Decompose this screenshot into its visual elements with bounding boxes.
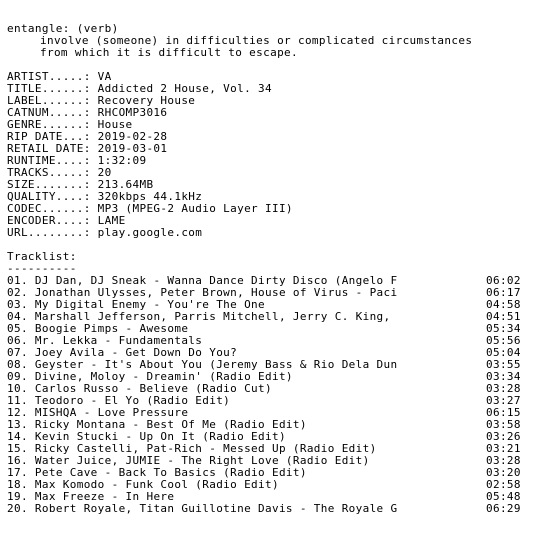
- track-number: 14.: [7, 431, 28, 443]
- track-title: [7, 311, 459, 323]
- info-row: [7, 119, 539, 131]
- track-duration: 06:17: [486, 286, 521, 299]
- track-name: Joey Avila - Get Down Do You?: [34, 347, 238, 359]
- track-number: 17.: [7, 467, 28, 479]
- track-name: Jonathan Ulysses, Peter Brown, House of Virus - Paci: [34, 287, 398, 299]
- track-name: MISHQA - Love Pressure: [34, 407, 189, 419]
- tracklist-rule: ----------: [7, 263, 77, 275]
- info-key: GENRE......:: [7, 119, 91, 131]
- track-number: 05.: [7, 323, 28, 335]
- track-duration: 04:58: [486, 298, 521, 311]
- info-value: MP3 (MPEG-2 Audio Layer III): [97, 203, 293, 215]
- track-name: Geyster - It's About You (Jeremy Bass & Rio Dela Dun: [34, 359, 398, 371]
- info-row: [7, 203, 539, 215]
- track-name: Boogie Pimps - Awesome: [34, 323, 189, 335]
- info-key: CODEC......:: [7, 203, 91, 215]
- track-row: [7, 311, 539, 323]
- definition-block: [7, 23, 539, 59]
- spacer: [7, 59, 539, 71]
- info-value: 1:32:09: [97, 155, 147, 167]
- track-number: 06.: [7, 335, 28, 347]
- track-title: [7, 479, 459, 491]
- track-row: [7, 395, 539, 407]
- track-duration: 05:56: [486, 334, 521, 347]
- track-name: Carlos Russo - Believe (Radio Cut): [34, 383, 272, 395]
- track-title: [7, 275, 459, 287]
- release-info-document: [7, 23, 539, 515]
- track-duration: 03:58: [486, 418, 521, 431]
- track-name: Teodoro - El Yo (Radio Edit): [34, 395, 231, 407]
- definition-heading: entangle: (verb): [7, 23, 119, 35]
- info-list: [7, 71, 539, 239]
- track-number: 18.: [7, 479, 28, 491]
- info-key: TITLE......:: [7, 83, 91, 95]
- definition-line-1: involve (someone) in difficulties or complicated circumstances: [40, 35, 473, 47]
- track-duration: 03:27: [486, 394, 521, 407]
- track-row: [7, 431, 539, 443]
- track-number: 12.: [7, 407, 28, 419]
- track-row: [7, 359, 539, 371]
- track-row: [7, 299, 539, 311]
- track-duration: 03:28: [486, 382, 521, 395]
- track-name: Max Freeze - In Here: [34, 491, 175, 503]
- track-row: [7, 443, 539, 455]
- tracklist-section: [7, 251, 539, 515]
- track-duration: 05:04: [486, 346, 521, 359]
- info-key: ARTIST.....:: [7, 71, 91, 83]
- track-title: [7, 371, 459, 383]
- track-number: 03.: [7, 299, 28, 311]
- info-key: RIP DATE...:: [7, 131, 91, 143]
- info-row: [7, 107, 539, 119]
- track-title: [7, 299, 459, 311]
- track-title: [7, 455, 459, 467]
- info-row: [7, 167, 539, 179]
- track-duration: 03:26: [486, 430, 521, 443]
- track-title: [7, 395, 459, 407]
- info-value: 2019-02-28: [97, 131, 168, 143]
- definition-line-2: from which it is difficult to escape.: [40, 47, 298, 59]
- track-title: [7, 491, 459, 503]
- track-name: Kevin Stucki - Up On It (Radio Edit): [34, 431, 286, 443]
- track-duration: 03:55: [486, 358, 521, 371]
- info-row: [7, 155, 539, 167]
- track-title: [7, 407, 459, 419]
- info-key: RUNTIME....:: [7, 155, 91, 167]
- track-duration: 03:20: [486, 466, 521, 479]
- track-row: [7, 419, 539, 431]
- track-list: [7, 275, 539, 515]
- track-number: 09.: [7, 371, 28, 383]
- track-duration: 04:51: [486, 310, 521, 323]
- info-key: TRACKS.....:: [7, 167, 91, 179]
- info-row: [7, 83, 539, 95]
- track-number: 11.: [7, 395, 28, 407]
- track-row: [7, 467, 539, 479]
- info-value: House: [97, 119, 133, 131]
- info-key: QUALITY....:: [7, 191, 91, 203]
- track-title: [7, 431, 459, 443]
- info-key: CATNUM.....:: [7, 107, 91, 119]
- track-name: Divine, Moloy - Dreamin' (Radio Edit): [34, 371, 293, 383]
- track-title: [7, 347, 459, 359]
- track-row: [7, 371, 539, 383]
- track-name: Marshall Jefferson, Parris Mitchell, Jerry C. King,: [34, 311, 391, 323]
- track-name: Max Komodo - Funk Cool (Radio Edit): [34, 479, 279, 491]
- track-name: Ricky Montana - Best Of Me (Radio Edit): [34, 419, 307, 431]
- track-name: Water Juice, JUMIE - The Right Love (Radio Edit): [34, 455, 370, 467]
- track-row: [7, 407, 539, 419]
- track-duration: 06:15: [486, 406, 521, 419]
- track-number: 19.: [7, 491, 28, 503]
- track-name: DJ Dan, DJ Sneak - Wanna Dance Dirty Disco (Angelo F: [34, 275, 398, 287]
- info-row: [7, 71, 539, 83]
- track-row: [7, 287, 539, 299]
- info-value: RHCOMP3016: [97, 107, 168, 119]
- track-duration: 03:34: [486, 370, 521, 383]
- info-value: 213.64MB: [97, 179, 154, 191]
- info-key: SIZE.......:: [7, 179, 91, 191]
- track-row: [7, 491, 539, 503]
- track-row: [7, 347, 539, 359]
- track-number: 15.: [7, 443, 28, 455]
- track-title: [7, 359, 459, 371]
- track-name: Robert Royale, Titan Guillotine Davis - The Royale G: [34, 503, 398, 515]
- track-title: [7, 335, 459, 347]
- track-name: Pete Cave - Back To Basics (Radio Edit): [34, 467, 307, 479]
- track-title: [7, 383, 459, 395]
- info-row: [7, 131, 539, 143]
- track-number: 16.: [7, 455, 28, 467]
- track-number: 02.: [7, 287, 28, 299]
- info-row: [7, 179, 539, 191]
- track-name: Ricky Castelli, Pat-Rich - Messed Up (Radio Edit): [34, 443, 377, 455]
- info-value: 2019-03-01: [97, 143, 168, 155]
- info-value: play.google.com: [97, 227, 203, 239]
- track-number: 13.: [7, 419, 28, 431]
- track-row: [7, 275, 539, 287]
- track-title: [7, 287, 459, 299]
- info-row: [7, 227, 539, 239]
- track-duration: 05:48: [486, 490, 521, 503]
- info-row: [7, 215, 539, 227]
- track-name: My Digital Enemy - You're The One: [34, 299, 266, 311]
- track-duration: 03:21: [486, 442, 521, 455]
- track-row: [7, 503, 539, 515]
- track-title: [7, 503, 459, 515]
- info-row: [7, 191, 539, 203]
- info-key: LABEL......:: [7, 95, 91, 107]
- info-key: URL........:: [7, 227, 91, 239]
- track-number: 01.: [7, 275, 28, 287]
- track-name: Mr. Lekka - Fundamentals: [34, 335, 203, 347]
- track-duration: 06:29: [486, 502, 521, 515]
- track-duration: 06:02: [486, 274, 521, 287]
- track-row: [7, 335, 539, 347]
- track-number: 04.: [7, 311, 28, 323]
- track-row: [7, 479, 539, 491]
- track-number: 08.: [7, 359, 28, 371]
- info-key: RETAIL DATE:: [7, 143, 91, 155]
- info-value: LAME: [97, 215, 126, 227]
- info-value: 320kbps 44.1kHz: [97, 191, 203, 203]
- track-number: 10.: [7, 383, 28, 395]
- track-number: 20.: [7, 503, 28, 515]
- track-number: 07.: [7, 347, 28, 359]
- track-row: [7, 323, 539, 335]
- track-row: [7, 455, 539, 467]
- track-duration: 03:28: [486, 454, 521, 467]
- track-title: [7, 443, 459, 455]
- info-value: 20: [97, 167, 112, 179]
- info-row: [7, 143, 539, 155]
- track-duration: 05:34: [486, 322, 521, 335]
- track-title: [7, 419, 459, 431]
- track-duration: 02:58: [486, 478, 521, 491]
- info-value: Recovery House: [97, 95, 196, 107]
- info-value: Addicted 2 House, Vol. 34: [97, 83, 272, 95]
- spacer: [7, 239, 539, 251]
- info-value: VA: [97, 71, 112, 83]
- info-row: [7, 95, 539, 107]
- tracklist-heading: Tracklist:: [7, 251, 77, 263]
- track-title: [7, 467, 459, 479]
- track-title: [7, 323, 459, 335]
- track-row: [7, 383, 539, 395]
- info-key: ENCODER....:: [7, 215, 91, 227]
